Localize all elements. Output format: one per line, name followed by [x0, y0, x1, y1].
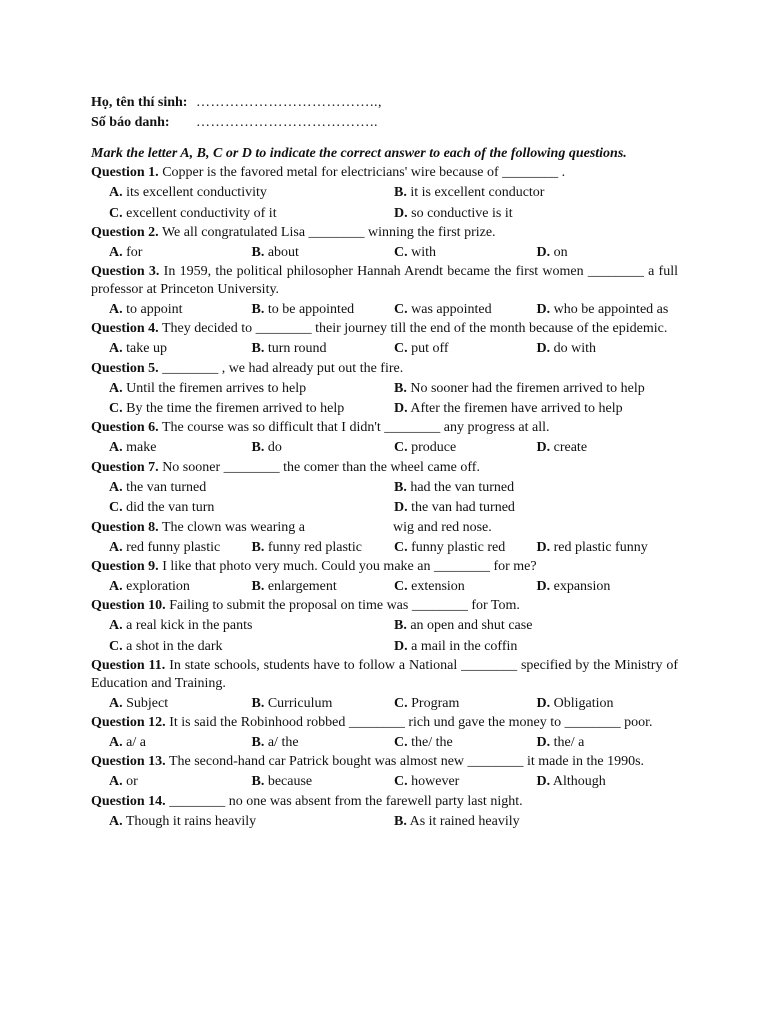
instruction: Mark the letter A, B, C or D to indicate the correct answer to each of the following questions. [91, 145, 627, 161]
question: Question 10. Failing to submit the proposal on time was ________ for Tom. [91, 598, 520, 614]
exam-page [91, 93, 678, 832]
question: Question 2. We all congratulated Lisa ________ winning the first prize. [91, 225, 496, 240]
option: B. turn round [251, 341, 327, 357]
option: C. a shot in the dark [109, 638, 223, 654]
option: B. do [251, 440, 282, 456]
question: Question 3. In 1959, the political philosopher Hannah Arendt became the first women ________ a full professor at Princeton University. [91, 264, 678, 297]
option: A. its excellent conductivity [109, 185, 267, 201]
option: A. Though it rains heavily [109, 813, 257, 829]
options-row [91, 379, 678, 399]
option: A. Until the firemen arrives to help [109, 380, 307, 396]
option: A. or [109, 774, 138, 790]
option: D. on [536, 245, 568, 260]
option: D. After the firemen have arrived to help [394, 401, 623, 417]
candidate-name-field: ……………………………….., [196, 95, 382, 110]
option: D. create [536, 440, 588, 456]
question: Question 13. The second-hand car Patrick bought was almost new ________ it made in the 1990s. [91, 754, 645, 770]
option: B. No sooner had the firemen arrived to help [394, 380, 645, 396]
option: D. Obligation [536, 695, 614, 711]
option: D. red plastic funny [536, 539, 648, 555]
options-row [91, 399, 678, 419]
candidate-name-label: Họ, tên thí sinh: [91, 95, 188, 110]
options-row [91, 616, 678, 636]
options-row [91, 637, 678, 657]
option: B. a/ the [251, 735, 299, 751]
option: B. about [251, 245, 299, 260]
option: D. a mail in the coffin [394, 638, 518, 654]
question: Question 11. In state schools, students have to follow a National ________ specified by the Ministry of Education and Training. [91, 658, 679, 691]
option: C. produce [394, 440, 457, 456]
option: B. to be appointed [251, 301, 355, 317]
candidate-id-label: Số báo danh: [91, 115, 170, 131]
question: Question 1. Copper is the favored metal for electricians' wire because of ________ . [91, 165, 566, 181]
option: A. Subject [109, 695, 169, 711]
options-row [91, 204, 678, 224]
option: C. By the time the firemen arrived to help [109, 401, 345, 417]
option: A. red funny plastic [109, 539, 221, 555]
option: B. enlargement [251, 579, 337, 595]
question: Question 14. ________ no one was absent from the farewell party last night. [91, 793, 523, 809]
question: Question 7. No sooner ________ the comer than the wheel came off. [91, 459, 480, 475]
option: B. Curriculum [251, 695, 333, 711]
options-row [91, 812, 678, 832]
option: A. the van turned [109, 479, 207, 495]
option: C. excellent conductivity of it [109, 205, 277, 221]
option: B. it is excellent conductor [394, 185, 545, 201]
question: Question 4. They decided to ________ their journey till the end of the month because of the epidemic. [91, 321, 668, 337]
option: A. a real kick in the pants [109, 618, 253, 634]
options-row [91, 243, 678, 263]
options-row [91, 577, 678, 597]
option: A. for [109, 245, 143, 260]
option: C. was appointed [394, 301, 492, 317]
question: Question 6. The course was so difficult that I didn't ________ any progress at all. [91, 420, 550, 436]
option: C. did the van turn [109, 500, 215, 516]
option: C. the/ the [394, 735, 453, 751]
options-row [91, 498, 678, 518]
option: B. because [251, 774, 313, 790]
option: A. to appoint [109, 301, 183, 317]
question: Question 9. I like that photo very much. Could you make an ________ for me? [91, 559, 537, 575]
option: C. Program [394, 695, 460, 711]
options-row [91, 733, 678, 753]
option: D. the van had turned [394, 500, 515, 516]
options-row [91, 478, 678, 498]
question: Question 5. ________ , we had already put out the fire. [91, 360, 404, 376]
options-row [91, 300, 678, 320]
options-row [91, 694, 678, 714]
option: D. Although [536, 774, 606, 790]
option: A. make [109, 440, 157, 456]
option: B. As it rained heavily [394, 813, 520, 829]
option: B. funny red plastic [251, 539, 362, 555]
option: C. put off [394, 341, 449, 357]
options-row [91, 438, 678, 458]
option: B. an open and shut case [394, 618, 533, 634]
option: C. funny plastic red [394, 539, 506, 555]
options-row [91, 183, 678, 203]
option: D. so conductive is it [394, 205, 513, 221]
option: C. extension [394, 579, 465, 595]
candidate-id-field: ……………………………….. [196, 115, 378, 131]
candidate-name-line [91, 93, 678, 113]
options-row [91, 538, 678, 558]
option: A. take up [109, 341, 167, 357]
option: C. however [394, 774, 460, 790]
option: A. a/ a [109, 735, 146, 751]
option: D. do with [536, 341, 597, 357]
question: Question 8. The clown was wearing a wig and red nose. [91, 519, 492, 535]
candidate-id-line [91, 113, 678, 133]
question: Question 12. It is said the Robinhood robbed ________ rich und gave the money to ________ poor. [91, 715, 653, 731]
options-row [91, 772, 678, 792]
option: A. exploration [109, 579, 190, 595]
option: D. the/ a [536, 735, 585, 751]
option: D. expansion [536, 579, 611, 595]
option: D. who be appointed as [536, 301, 669, 317]
option: B. had the van turned [394, 479, 515, 495]
option: C. with [394, 245, 437, 260]
options-row [91, 339, 678, 359]
